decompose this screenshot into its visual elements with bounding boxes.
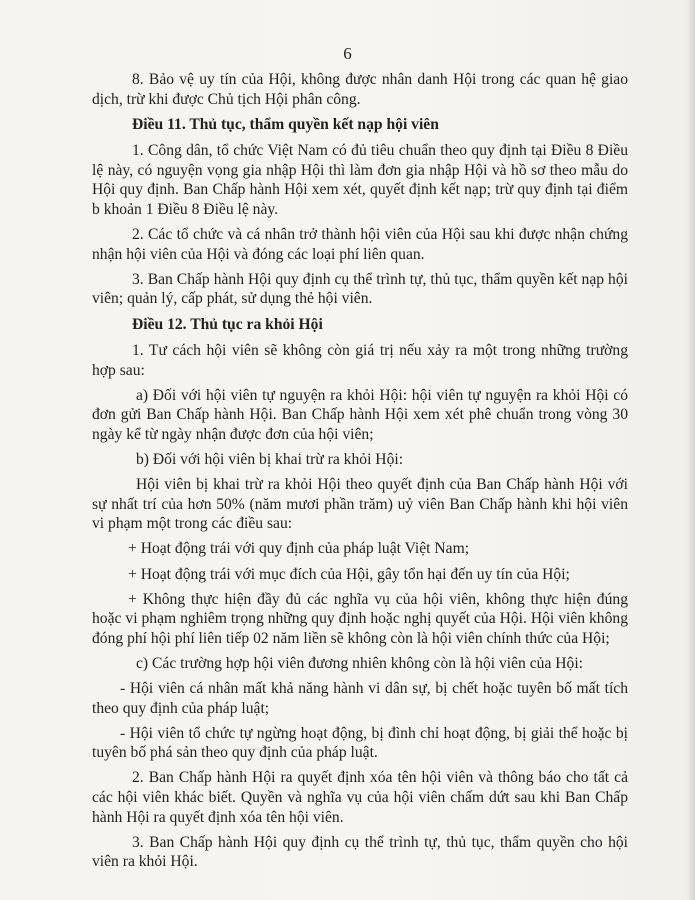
paragraph: 3. Ban Chấp hành Hội quy định cụ thể trình tự, thủ tục, thẩm quyền cho hội viên ra khỏi Hội. (92, 833, 628, 871)
sub-paragraph: c) Các trường hợp hội viên đương nhiên không còn là hội viên của Hội: (136, 654, 583, 672)
paragraph: 2. Ban Chấp hành Hội ra quyết định xóa tên hội viên và thông báo cho tất cả các hội viên khác biết. Quyền và nghĩa vụ của hội viên chấm dứt sau khi Ban Chấp hành Hội ra quyết định xóa tên hội viên. (92, 769, 628, 826)
article-heading: Điều 12. Thủ tục ra khỏi Hội (132, 315, 323, 333)
sub-paragraph: Hội viên bị khai trừ ra khỏi Hội theo quyết định của Ban Chấp hành Hội với sự nhất trí của hơn 50% (năm mươi phần trăm) uỷ viên Ban Chấp hành khi hội viên vi phạm một trong các điều sau: (92, 476, 628, 533)
sub-paragraph: b) Đối với hội viên bị khai trừ ra khỏi Hội: (136, 451, 404, 469)
sub-paragraph: a) Đối với hội viên tự nguyện ra khỏi Hội: hội viên tự nguyện ra khỏi Hội có đơn gửi Ban Chấp hành Hội. Ban Chấp hành Hội xem xét phê chuẩn trong vòng 30 ngày kể từ ngày nhận được đơn của hội viên; (92, 386, 628, 443)
plus-item: + Hoạt động trái với quy định của pháp luật Việt Nam; (128, 540, 470, 558)
paragraph: 1. Công dân, tổ chức Việt Nam có đủ tiêu chuẩn theo quy định tại Điều 8 Điều lệ này, có nguyện vọng gia nhập Hội thì làm đơn gia nhập Hội và hồ sơ theo mẫu do Hội quy định. Ban Chấp hành Hội xem xét, quyết định kết nạp; trừ quy định tại điểm b khoản 1 Điều 8 Điều lệ này. (92, 142, 628, 219)
dash-item: - Hội viên cá nhân mất khả năng hành vi dân sự, bị chết hoặc tuyên bố mất tích theo quy định của pháp luật; (92, 680, 628, 717)
plus-item: + Không thực hiện đầy đủ các nghĩa vụ của hội viên, không thực hiện đúng hoặc vi phạm nghiêm trọng những quy định hoặc nghị quyết của Hội. Hội viên không đóng phí hội phí liên tiếp 02 năm liền sẽ không còn là hội viên chính thức của Hội; (92, 590, 628, 647)
plus-item: + Hoạt động trái với mục đích của Hội, gây tổn hại đến uy tín của Hội; (128, 565, 570, 583)
paragraph: 3. Ban Chấp hành Hội quy định cụ thể trình tự, thủ tục, thẩm quyền kết nạp hội viên; quản lý, cấp phát, sử dụng thẻ hội viên. (92, 270, 628, 308)
document-body (92, 70, 628, 877)
paragraph: 1. Tư cách hội viên sẽ không còn giá trị nếu xảy ra một trong những trường hợp sau: (92, 342, 628, 379)
dash-item: - Hội viên tổ chức tự ngừng hoạt động, bị đình chỉ hoạt động, bị giải thể hoặc bị tuyên bố phá sản theo quy định của pháp luật. (92, 724, 628, 762)
article-heading: Điều 11. Thủ tục, thẩm quyền kết nạp hội viên (132, 115, 439, 133)
paragraph: 8. Bảo vệ uy tín của Hội, không được nhân danh Hội trong các quan hệ giao dịch, trừ khi được Chủ tịch Hội phân công. (92, 71, 628, 108)
page-number: 6 (343, 44, 352, 63)
paragraph: 2. Các tổ chức và cá nhân trở thành hội viên của Hội sau khi được nhận chứng nhận hội viên của Hội và đóng các loại phí liên quan. (92, 226, 628, 263)
